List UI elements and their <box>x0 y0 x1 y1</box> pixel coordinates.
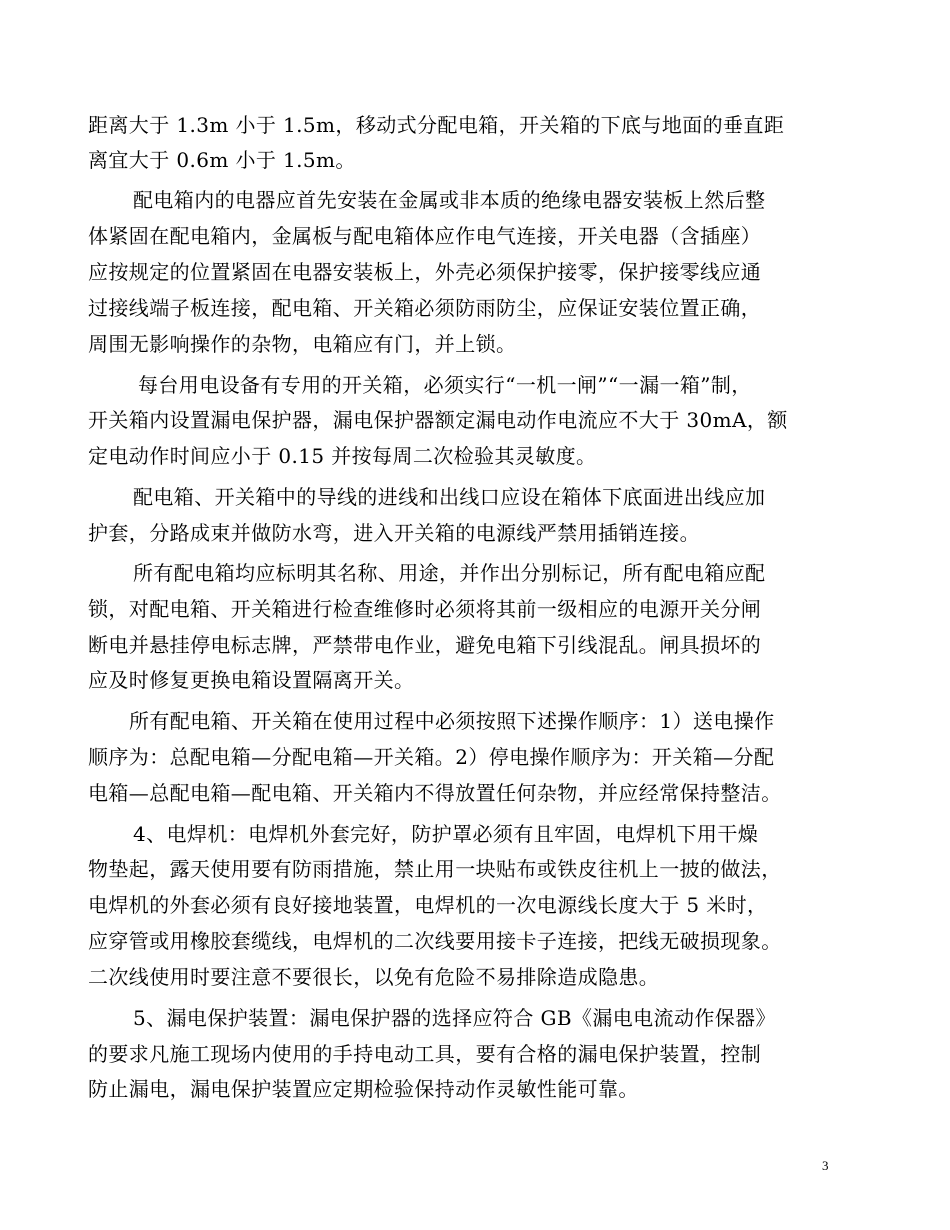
text-line: 应及时修复更换电箱设置隔离开关。 <box>88 668 415 692</box>
text-line: 配电箱、开关箱中的导线的进线和出线口应设在箱体下底面进出线应加 <box>133 485 766 509</box>
text-line: 护套，分路成束并做防水弯，进入开关箱的电源线严禁用插销连接。 <box>88 521 700 545</box>
text-line: 周围无影响操作的杂物，电箱应有门，并上锁。 <box>88 332 517 356</box>
text-line: 断电并悬挂停电标志牌，严禁带电作业，避免电箱下引线混乱。闸具损坏的 <box>88 633 762 657</box>
text-line: 应穿管或用橡胶套缆线，电焊机的二次线要用接卡子连接，把线无破损现象。 <box>88 929 782 953</box>
text-line: 距离大于 1.3m 小于 1.5m，移动式分配电箱，开关箱的下底与地面的垂直距 <box>88 113 785 137</box>
text-line: 4、电焊机：电焊机外套完好，防护罩必须有且牢固，电焊机下用干燥 <box>133 822 759 846</box>
text-line: 每台用电设备有专用的开关箱，必须实行“一机一闸”“一漏一箱”制， <box>138 373 752 397</box>
text-line: 顺序为：总配电箱—分配电箱—开关箱。2）停电操作顺序为：开关箱—分配 <box>88 745 775 769</box>
text-line: 防止漏电，漏电保护装置应定期检验保持动作灵敏性能可靠。 <box>88 1077 639 1101</box>
text-line: 锁，对配电箱、开关箱进行检查维修时必须将其前一级相应的电源开关分闸 <box>88 597 762 621</box>
text-line: 应按规定的位置紧固在电器安装板上，外壳必须保护接零，保护接零线应通 <box>88 260 762 284</box>
text-line: 物垫起，露天使用要有防雨措施，禁止用一块贴布或铁皮往机上一披的做法， <box>88 857 782 881</box>
text-line: 电焊机的外套必须有良好接地装置，电焊机的一次电源线长度大于 5 米时， <box>88 893 768 917</box>
text-line: 体紧固在配电箱内，金属板与配电箱体应作电气连接，开关电器（含插座） <box>88 224 762 248</box>
text-line: 过接线端子板连接，配电箱、开关箱必须防雨防尘，应保证安装位置正确， <box>88 296 762 320</box>
text-line: 所有配电箱、开关箱在使用过程中必须按照下述操作顺序：1）送电操作 <box>129 709 775 733</box>
text-line: 开关箱内设置漏电保护器，漏电保护器额定漏电动作电流应不大于 30mA，额 <box>88 408 788 432</box>
text-line: 定电动作时间应小于 0.15 并按每周二次检验其灵敏度。 <box>88 444 597 468</box>
text-line: 离宜大于 0.6m 小于 1.5m。 <box>88 148 356 172</box>
text-line: 所有配电箱均应标明其名称、用途，并作出分别标记，所有配电箱应配 <box>133 561 766 585</box>
text-line: 配电箱内的电器应首先安装在金属或非本质的绝缘电器安装板上然后整 <box>133 188 766 212</box>
text-line: 电箱—总配电箱—配电箱、开关箱内不得放置任何杂物，并应经常保持整洁。 <box>88 781 782 805</box>
text-line: 的要求凡施工现场内使用的手持电动工具，要有合格的漏电保护装置，控制 <box>88 1042 762 1066</box>
page-number: 3 <box>822 1158 829 1173</box>
text-line: 二次线使用时要注意不要很长，以免有危险不易排除造成隐患。 <box>88 965 660 989</box>
text-line: 5、漏电保护装置：漏电保护器的选择应符合 GB《漏电电流动作保器》 <box>133 1006 776 1030</box>
